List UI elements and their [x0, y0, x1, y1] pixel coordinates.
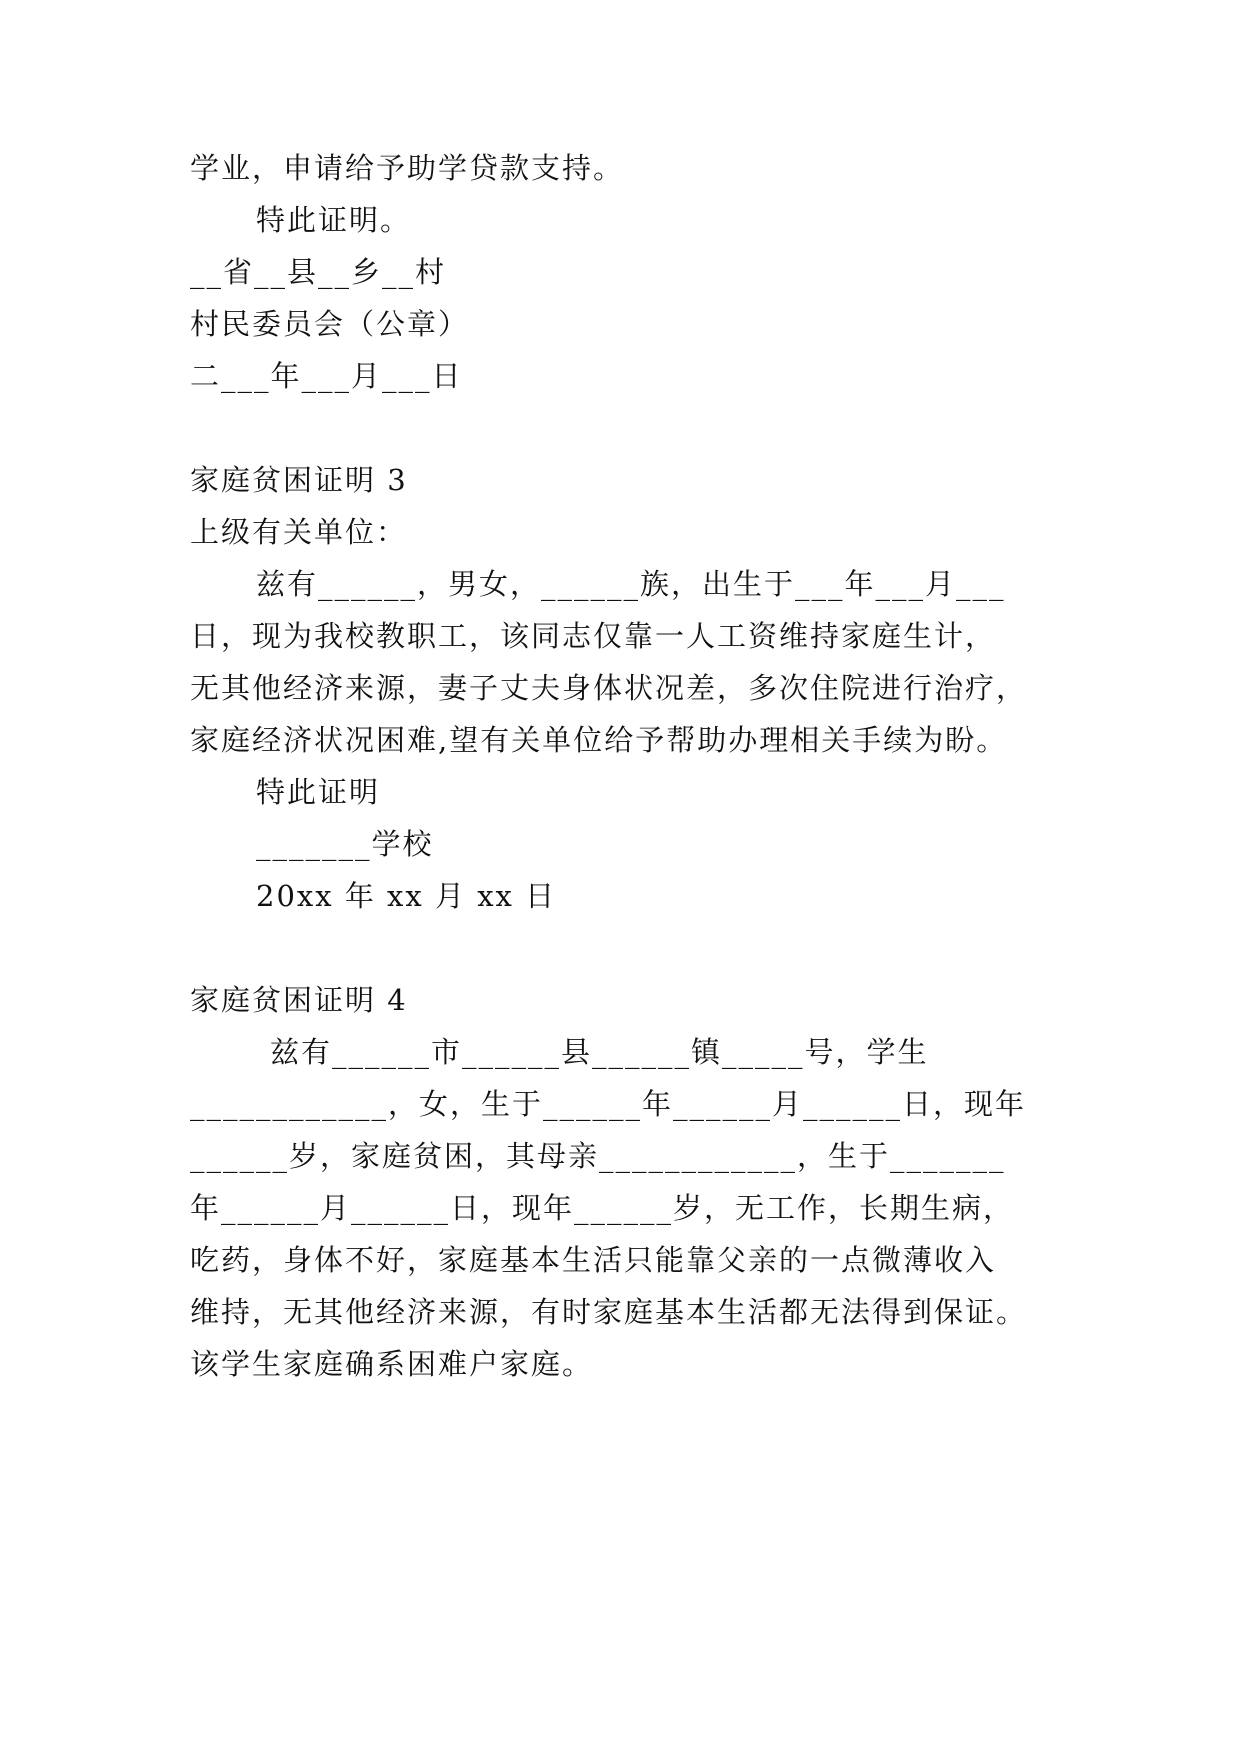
address-line: __省__县__乡__村 [190, 255, 447, 289]
date-line: 二___年___月___日 [190, 359, 463, 393]
paragraph-line: 吃药，身体不好，家庭基本生活只能靠父亲的一点微薄收入 [190, 1243, 997, 1277]
committee-seal-line: 村民委员会（公章） [190, 307, 470, 341]
paragraph-line: 兹有______市______县______镇_____号，学生 [270, 1035, 929, 1069]
paragraph-line: 兹有______，男女，______族，出生于___年___月___ [256, 567, 1006, 601]
paragraph-line: 家庭经济状况困难,望有关单位给予帮助办理相关手续为盼。 [190, 723, 1008, 757]
paragraph-line: ______岁，家庭贫困，其母亲____________，生于_______ [190, 1139, 1006, 1173]
closing-text: 特此证明。 [256, 203, 412, 237]
salutation: 上级有关单位： [190, 515, 408, 549]
paragraph-line: 无其他经济来源，妻子丈夫身体状况差，多次住院进行治疗， [190, 671, 1028, 705]
date-line: 20xx 年 xx 月 xx 日 [256, 879, 557, 913]
paragraph-line: ____________，女，生于______年______月______日，现年 [190, 1087, 1027, 1121]
paragraph-line: 该学生家庭确系困难户家庭。 [190, 1347, 594, 1381]
section-title: 家庭贫困证明 3 [190, 463, 408, 497]
paragraph-line: 年______月______日，现年______岁，无工作，长期生病， [190, 1191, 1015, 1225]
section-title: 家庭贫困证明 4 [190, 983, 408, 1017]
paragraph-line: 学业，申请给予助学贷款支持。 [190, 151, 625, 185]
paragraph-line: 维持，无其他经济来源，有时家庭基本生活都无法得到保证。 [190, 1295, 1028, 1329]
closing-text: 特此证明 [256, 775, 381, 809]
school-signature-line: _______学校 [256, 827, 434, 861]
paragraph-line: 日，现为我校教职工，该同志仅靠一人工资维持家庭生计， [190, 619, 997, 653]
